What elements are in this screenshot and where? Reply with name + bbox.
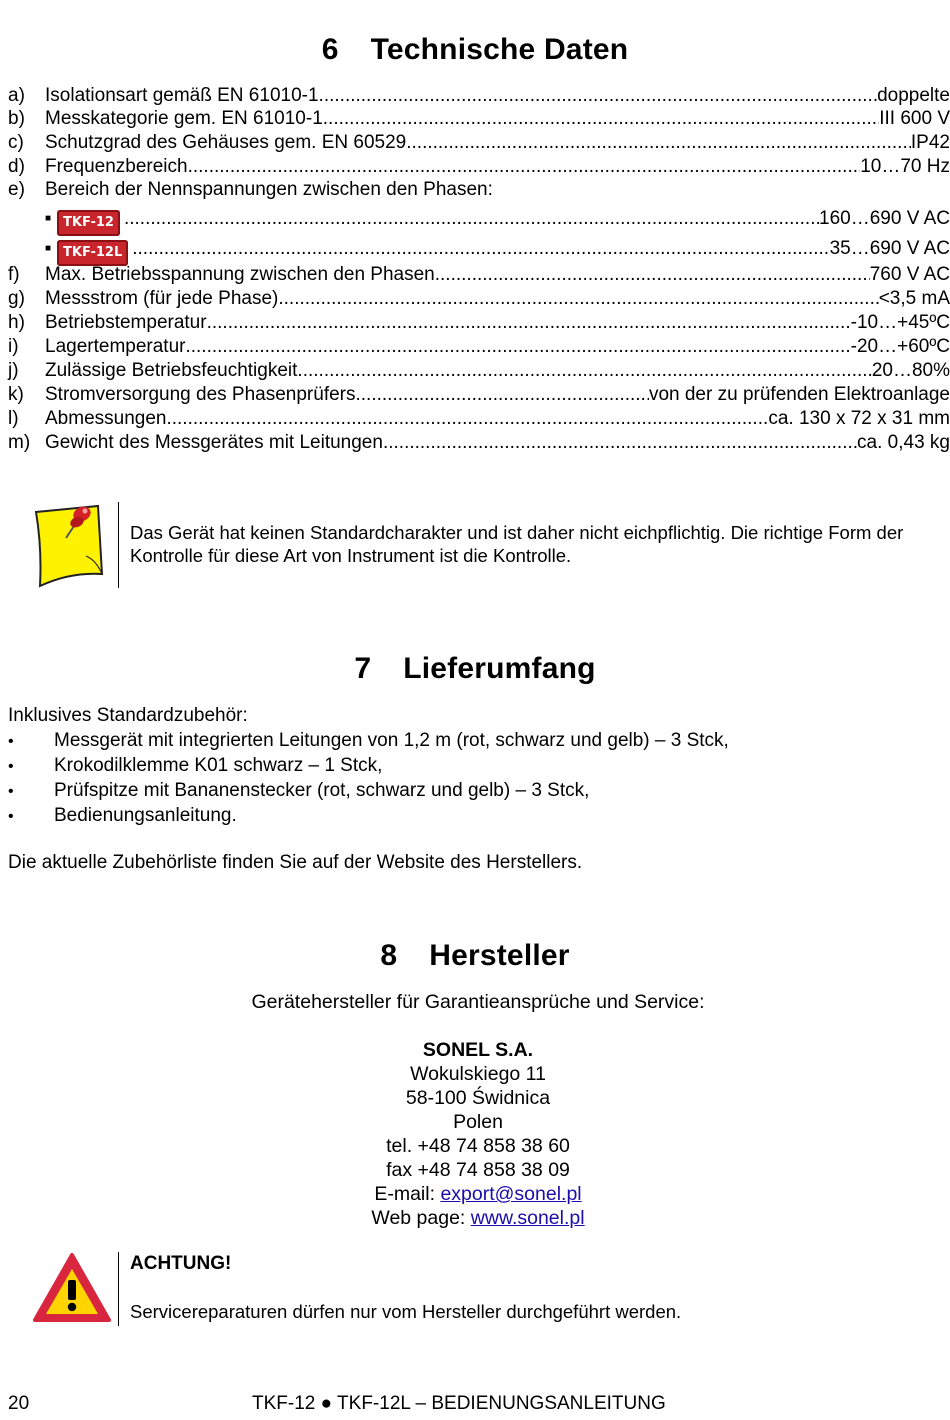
spec-value: -20…+60ºC <box>850 336 950 357</box>
spec-label: Max. Betriebsspannung zwischen den Phasen <box>45 264 435 285</box>
spec-row <box>8 155 950 179</box>
list-item <box>8 729 729 754</box>
spec-row <box>8 107 950 131</box>
spec-letter: g) <box>8 288 25 309</box>
voltage-range-row <box>45 234 950 264</box>
spec-value: <3,5 mA <box>878 288 950 309</box>
spec-row <box>8 383 950 407</box>
web-label: Web page: <box>371 1207 471 1229</box>
spec-letter: d) <box>8 156 25 177</box>
warning-icon <box>32 1252 112 1324</box>
bullet: • <box>8 808 14 825</box>
spec-row <box>8 178 950 202</box>
dot-leader <box>124 204 819 234</box>
section-title: Technische Daten <box>370 33 629 66</box>
fax-number: fax +48 74 858 38 09 <box>386 1159 570 1181</box>
web-line <box>0 1206 950 1230</box>
warning-text: Servicereparaturen dürfen nur vom Hersteller durchgeführt werden. <box>130 1301 682 1322</box>
spec-row <box>8 131 950 155</box>
spec-label: Schutzgrad des Gehäuses gem. EN 60529 <box>45 132 407 153</box>
spec-letter: l) <box>8 408 19 429</box>
dot-leader <box>166 407 768 431</box>
bullet: • <box>8 758 14 775</box>
spec-value: -10…+45ºC <box>850 312 950 333</box>
email-label: E-mail: <box>374 1183 441 1205</box>
accessories-outro: Die aktuelle Zubehörliste finden Sie auf der Website des Herstellers. <box>8 852 583 873</box>
spec-label: Zulässige Betriebsfeuchtigkeit <box>45 360 298 381</box>
dot-leader <box>435 263 870 287</box>
spec-letter: e) <box>8 179 25 200</box>
list-item-text: Prüfspitze mit Bananenstecker (rot, schwarz und gelb) – 3 Stck, <box>54 780 590 801</box>
spec-label: Bereich der Nennspannungen zwischen den Phasen: <box>45 179 493 200</box>
dot-leader <box>297 359 871 383</box>
spec-letter: k) <box>8 384 24 405</box>
spec-letter: c) <box>8 132 24 153</box>
voltage-range-row <box>45 204 950 234</box>
square-bullet-icon: ■ <box>45 213 52 224</box>
spec-label: Abmessungen <box>45 408 167 429</box>
section-title: Lieferumfang <box>403 652 596 685</box>
spec-value: IP42 <box>910 132 950 153</box>
sticky-note-icon <box>30 498 116 590</box>
address-city: 58-100 Świdnica <box>405 1087 551 1109</box>
voltage-range-value: 35…690 V AC <box>829 238 950 259</box>
warning-box <box>118 1252 930 1326</box>
dot-leader <box>185 335 850 359</box>
spec-label: Isolationsart gemäß EN 61010-1 <box>45 85 319 106</box>
list-item <box>8 779 589 804</box>
spec-row <box>8 84 950 108</box>
dot-leader <box>207 311 851 335</box>
tkf-12-badge: TKF-12 <box>57 210 120 236</box>
dot-leader <box>383 431 857 455</box>
spec-value: von der zu prüfenden Elektroanlage <box>648 384 950 405</box>
section-number: 7 <box>354 652 372 685</box>
bullet: • <box>8 733 14 750</box>
spec-value: 20…80% <box>871 360 950 381</box>
section-number: 6 <box>321 33 339 66</box>
spec-value: ca. 0,43 kg <box>857 432 950 453</box>
email-line <box>0 1182 950 1206</box>
spec-label: Messstrom (für jede Phase) <box>45 288 279 309</box>
spec-letter: f) <box>8 264 20 285</box>
list-item-text: Bedienungsanleitung. <box>54 805 237 826</box>
section-title: Hersteller <box>429 939 570 972</box>
spec-value: 10…70 Hz <box>860 156 950 177</box>
spec-letter: b) <box>8 108 25 129</box>
spec-letter: m) <box>8 432 31 453</box>
dot-leader <box>323 107 879 131</box>
address-street: Wokulskiego 11 <box>410 1063 546 1085</box>
section-8-heading <box>0 939 950 973</box>
note-text: Das Gerät hat keinen Standardcharakter und ist daher nicht eichpflichtig. Die richtige Form der Kontrolle für diese Art von Instrument ist die Kontrolle. <box>130 522 904 566</box>
dot-leader <box>406 131 911 155</box>
spec-label: Stromversorgung des Phasenprüfers <box>45 384 356 405</box>
spec-row <box>8 311 950 335</box>
dot-leader <box>132 234 829 264</box>
section-6-heading <box>0 33 950 67</box>
spec-label: Lagertemperatur <box>45 336 186 357</box>
company-name: SONEL S.A. <box>422 1039 534 1061</box>
email-link[interactable]: export@sonel.pl <box>440 1183 582 1205</box>
footer-title: TKF-12 ● TKF-12L – BEDIENUNGSANLEITUNG <box>252 1393 666 1414</box>
list-item-text: Krokodilklemme K01 schwarz – 1 Stck, <box>54 755 383 776</box>
note-box <box>118 502 950 588</box>
spec-value: III 600 V <box>879 108 950 129</box>
spec-label: Gewicht des Messgerätes mit Leitungen <box>45 432 383 453</box>
section-7-heading <box>0 652 950 686</box>
phone-number: tel. +48 74 858 38 60 <box>386 1135 570 1157</box>
spec-letter: j) <box>8 360 19 381</box>
spec-label: Frequenzbereich <box>45 156 188 177</box>
list-item-text: Messgerät mit integrierten Leitungen von 1,2 m (rot, schwarz und gelb) – 3 Stck, <box>54 730 729 751</box>
spec-label: Betriebstemperatur <box>45 312 207 333</box>
square-bullet-icon: ■ <box>45 243 52 254</box>
spec-row <box>8 335 950 359</box>
web-link[interactable]: www.sonel.pl <box>470 1207 585 1229</box>
warning-title: ACHTUNG! <box>130 1253 232 1274</box>
list-item <box>8 804 237 829</box>
list-item <box>8 754 382 779</box>
tkf-12l-badge: TKF-12L <box>57 240 128 266</box>
accessories-intro: Inklusives Standardzubehör: <box>8 705 248 726</box>
spec-letter: i) <box>8 336 19 357</box>
spec-value: doppelte <box>877 85 950 106</box>
spec-row <box>8 287 950 311</box>
section-number: 8 <box>380 939 398 972</box>
spec-label: Messkategorie gem. EN 61010-1 <box>45 108 323 129</box>
dot-leader <box>188 155 861 179</box>
manufacturer-intro: Gerätehersteller für Garantieansprüche und Service: <box>251 991 705 1013</box>
page-number: 20 <box>8 1393 30 1414</box>
bullet: • <box>8 783 14 800</box>
dot-leader <box>356 383 649 407</box>
spec-letter: h) <box>8 312 25 333</box>
address-country: Polen <box>453 1111 503 1133</box>
spec-row <box>8 431 950 455</box>
dot-leader <box>319 84 878 108</box>
spec-row <box>8 407 950 431</box>
spec-row <box>8 263 950 287</box>
spec-value: 760 V AC <box>869 264 950 285</box>
dot-leader <box>278 287 878 311</box>
spec-letter: a) <box>8 85 25 106</box>
spec-value: ca. 130 x 72 x 31 mm <box>768 408 950 429</box>
spec-row <box>8 359 950 383</box>
voltage-range-value: 160…690 V AC <box>819 208 950 229</box>
